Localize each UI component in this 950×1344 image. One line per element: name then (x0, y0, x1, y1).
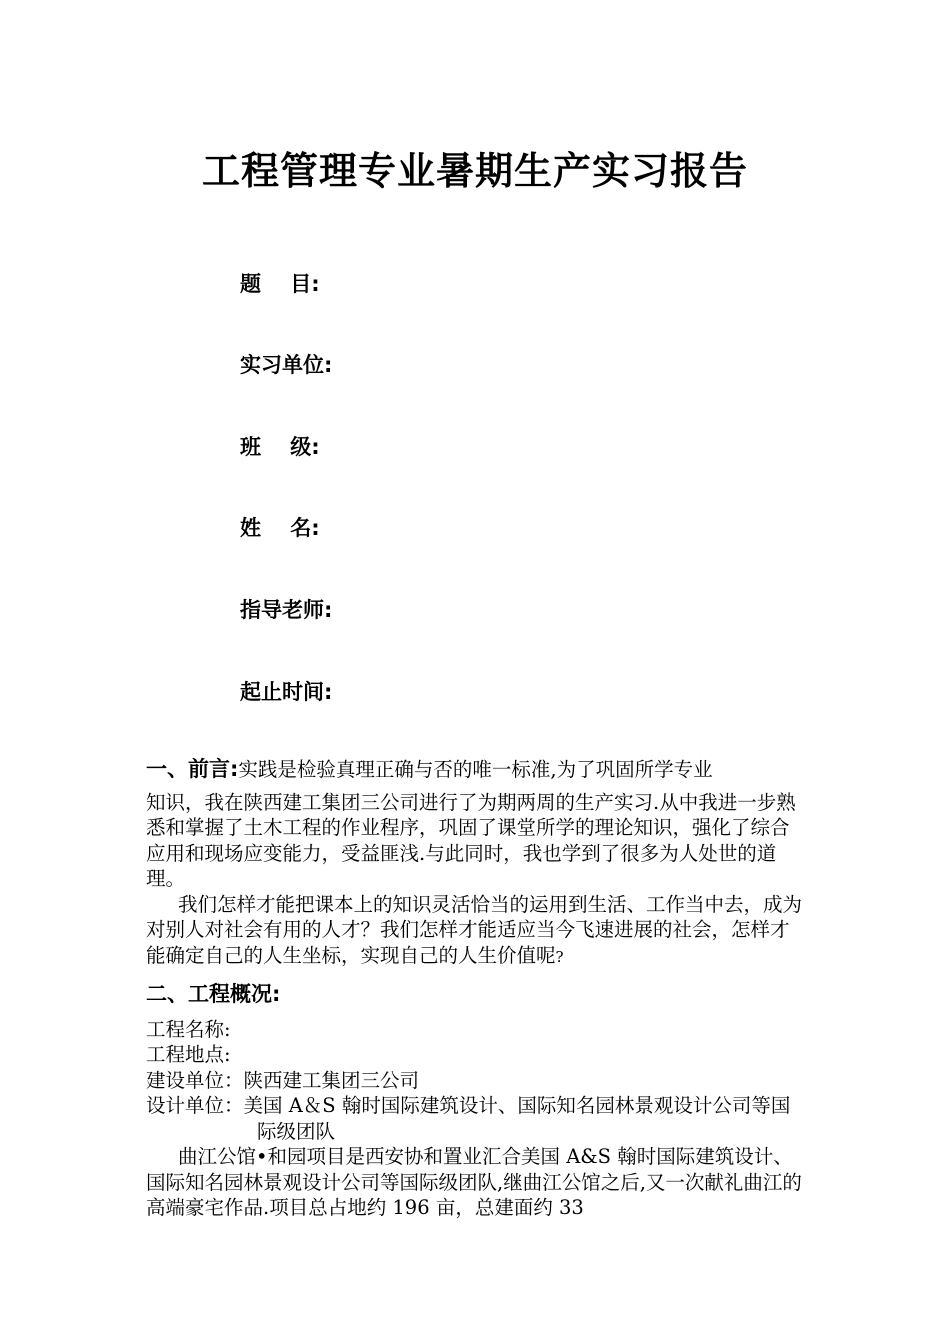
designer-line: 设计单位：美国 A＆S 翰时国际建筑设计、国际知名园林景观设计公司等国际级团队 (146, 1094, 791, 1143)
report-title: 工程管理专业暑期生产实习报告 (201, 149, 748, 193)
preface-paragraph-2 (146, 892, 808, 971)
project-location-line: 工程地点: (146, 1043, 231, 1066)
preface-lead-text: 实践是检验真理正确与否的唯一标准,为了巩固所学专业 (238, 758, 713, 781)
field-topic-label: 题 目: (240, 272, 320, 296)
preface-paragraph-2-end: ? (555, 947, 564, 966)
field-advisor-label: 指导老师: (240, 598, 333, 622)
field-name-label: 姓 名: (240, 516, 320, 540)
field-class-label: 班 级: (240, 435, 320, 459)
preface-heading: 一、前言: (146, 757, 239, 781)
field-period-label: 起止时间: (240, 680, 333, 704)
preface-paragraph-2-text: 我们怎样才能把课本上的知识灵活恰当的运用到生活、工作当中去，成为对别人对社会有用的人才？我们怎样才能适应当今飞速进展的社会，怎样才能确定自己的人生坐标，实现自己的人生价值呢 (146, 892, 803, 967)
overview-heading: 二、工程概况: (146, 982, 281, 1006)
field-company-label: 实习单位: (240, 353, 333, 377)
project-name-line: 工程名称: (146, 1017, 231, 1041)
overview-paragraph: 曲江公馆•和园项目是西安协和置业汇合美国 A&S 翰时国际建筑设计、国际知名园林景观设计公司等国际级团队,继曲江公馆之后,又一次献礼曲江的高端豪宅作品.项目总占地约 196 亩，总建面约 33 (146, 1145, 802, 1219)
preface-paragraph-1: 知识，我在陕西建工集团三公司进行了为期两周的生产实习.从中我进一步熟悉和掌握了土木工程的作业程序，巩固了课堂所学的理论知识，强化了综合应用和现场应变能力，受益匪浅.与此同时，我也学到了很多为人处世的道理。 (146, 790, 796, 890)
report-body (146, 757, 808, 1221)
preface-lead (146, 757, 808, 783)
builder-line: 建设单位：陕西建工集团三公司 (146, 1068, 420, 1092)
